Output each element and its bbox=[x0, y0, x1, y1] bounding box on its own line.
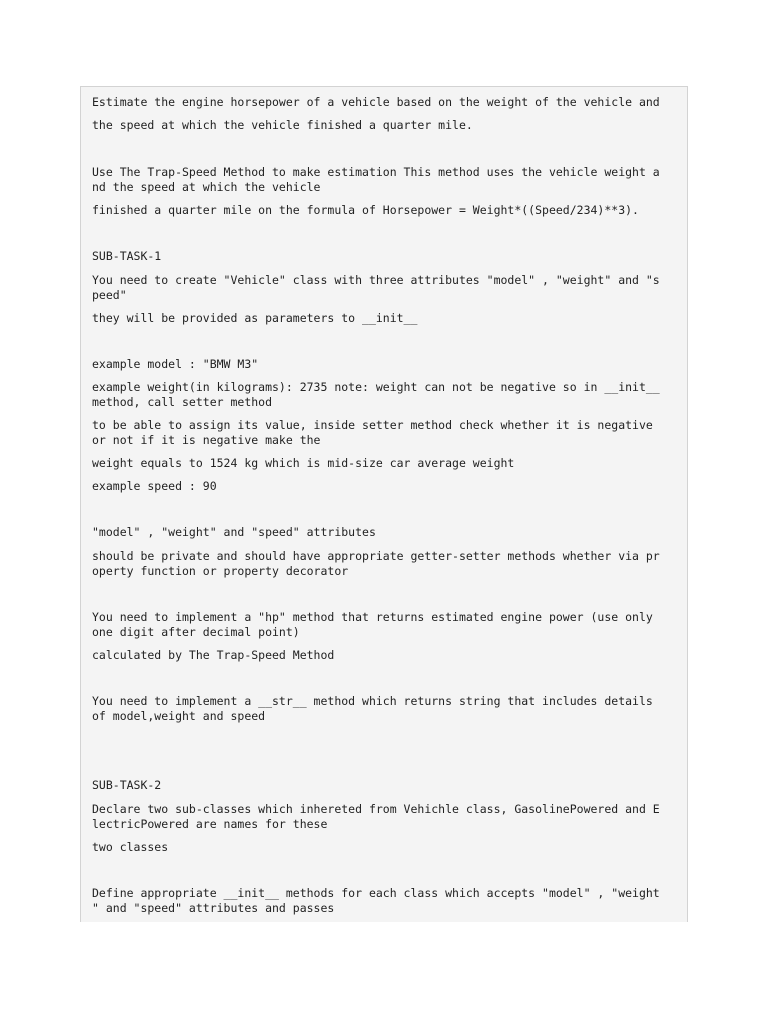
text-line: they will be provided as parameters to __init__ bbox=[92, 311, 418, 325]
text-line: You need to create "Vehicle" class with three attributes "model" , "weight" and "s peed" bbox=[92, 273, 660, 302]
section-heading-subtask-2: SUB-TASK-2 bbox=[92, 778, 162, 792]
section-heading-subtask-1: SUB-TASK-1 bbox=[92, 249, 162, 263]
text-line: to be able to assign its value, inside setter method check whether it is negative or not if it is negative make the bbox=[92, 418, 653, 447]
text-line: finished a quarter mile on the formula of Horsepower = Weight*((Speed/234)**3). bbox=[92, 203, 639, 217]
text-line: example speed : 90 bbox=[92, 479, 217, 493]
text-line: calculated by The Trap-Speed Method bbox=[92, 648, 335, 662]
text-line: You need to implement a __str__ method which returns string that includes details of model,weight and speed bbox=[92, 694, 653, 723]
text-line: Declare two sub-classes which inhereted from Vehichle class, GasolinePowered and E lectricPowered are names for these bbox=[92, 802, 660, 831]
text-line: should be private and should have appropriate getter-setter methods whether via pr operty function or property decorator bbox=[92, 549, 660, 578]
text-line: You need to implement a "hp" method that returns estimated engine power (use only one digit after decimal point) bbox=[92, 610, 653, 639]
text-line: example weight(in kilograms): 2735 note: weight can not be negative so in __init__ method, call setter method bbox=[92, 380, 660, 409]
text-line: Define appropriate __init__ methods for each class which accepts "model" , "weight " and "speed" attributes and passes bbox=[92, 886, 660, 915]
text-line: example model : "BMW M3" bbox=[92, 357, 259, 371]
text-line: "model" , "weight" and "speed" attributes bbox=[92, 525, 376, 539]
text-line: Estimate the engine horsepower of a vehicle based on the weight of the vehicle and bbox=[92, 95, 660, 109]
text-line: two classes bbox=[92, 840, 169, 854]
code-block bbox=[80, 86, 688, 922]
text-line: the speed at which the vehicle finished a quarter mile. bbox=[92, 118, 473, 132]
text-line: Use The Trap-Speed Method to make estimation This method uses the vehicle weight a nd the speed at which the vehicle bbox=[92, 165, 660, 194]
text-line: weight equals to 1524 kg which is mid-size car average weight bbox=[92, 456, 515, 470]
